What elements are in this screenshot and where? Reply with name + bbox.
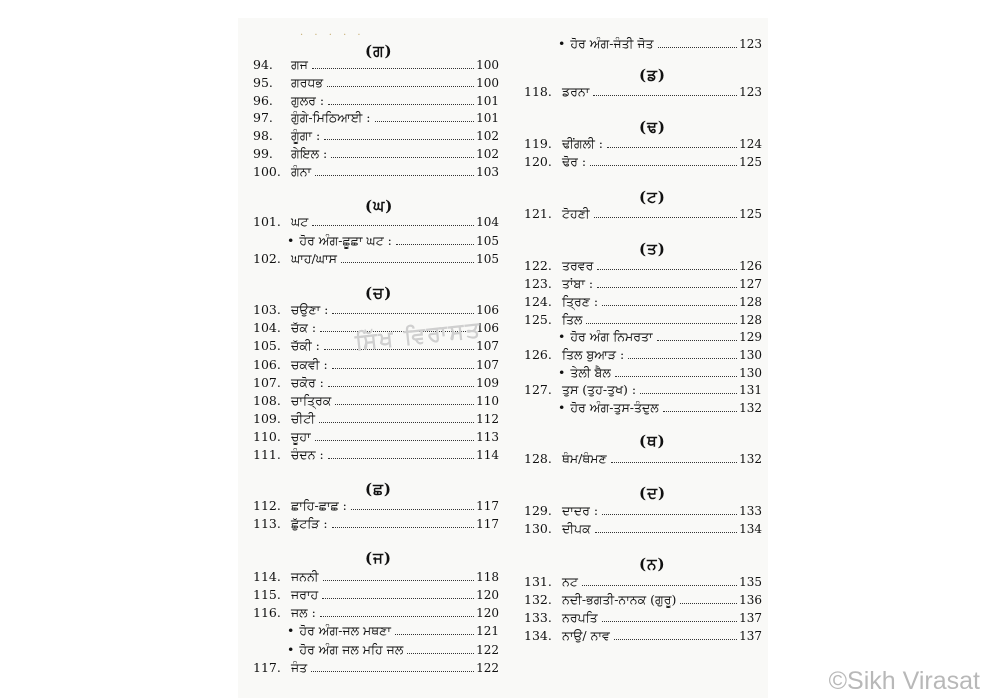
toc-subentry xyxy=(524,326,762,344)
entry-title: ਹੋਰ ਅੰਗ ਨਿਮਰਤਾ xyxy=(570,329,653,344)
toc-entry xyxy=(253,125,499,143)
dot-leader xyxy=(663,411,737,412)
section-heading: (ਗ) xyxy=(365,42,393,60)
entry-number: 113. xyxy=(253,516,281,531)
dot-leader xyxy=(680,603,737,604)
entry-title: ਗੇਇਲ : xyxy=(291,146,328,161)
toc-subentry xyxy=(524,397,762,415)
entry-title: ਗੰਨਾ xyxy=(291,164,312,179)
dot-leader xyxy=(602,621,737,622)
entry-number: 115. xyxy=(253,587,281,602)
dot-leader xyxy=(640,393,737,394)
section-heading: (ਘ) xyxy=(365,197,394,215)
entry-title: ਤ੍ਰਿਣ : xyxy=(562,294,599,309)
entry-number: 123. xyxy=(524,276,552,291)
entry-title: ਗੁੰਗੇ-ਮਿਠਿਆਈ : xyxy=(291,110,371,125)
entry-number: 114. xyxy=(253,569,281,584)
toc-entry xyxy=(524,500,762,518)
dot-leader xyxy=(407,653,474,654)
entry-title: ਚੀਟੀ xyxy=(291,411,315,426)
toc-entry xyxy=(253,354,499,372)
dot-leader xyxy=(611,462,737,463)
toc-entry xyxy=(253,372,499,390)
page-number: 117 xyxy=(476,517,499,531)
entry-title: ਛਾਹਿ-ਛਾਛ : xyxy=(291,498,347,513)
entry-title: ਡਰਨਾ xyxy=(562,84,590,99)
page-number: 102 xyxy=(476,129,499,143)
toc-entry xyxy=(253,657,499,675)
dot-leader xyxy=(602,305,737,306)
entry-title: ਹੋਰ ਅੰਗ-ਛੂਛਾ ਘਟ : xyxy=(299,233,392,248)
entry-number: 107. xyxy=(253,375,281,390)
toc-entry xyxy=(524,589,762,607)
page-number: 127 xyxy=(739,277,762,291)
entry-title: ਜਨਨੀ xyxy=(291,569,319,584)
toc-entry xyxy=(524,273,762,291)
entry-number: 104. xyxy=(253,320,281,335)
bullet-icon: • xyxy=(287,623,295,638)
toc-entry xyxy=(524,571,762,589)
toc-subentry xyxy=(253,620,499,638)
dot-leader xyxy=(615,376,737,377)
entry-title: ਤਿਲ xyxy=(562,312,583,327)
toc-entry xyxy=(524,625,762,643)
dot-leader xyxy=(332,368,474,369)
page-number: 132 xyxy=(739,452,762,466)
toc-entry xyxy=(524,291,762,309)
dot-leader xyxy=(628,358,737,359)
bullet-icon: • xyxy=(558,329,566,344)
dot-leader xyxy=(593,95,737,96)
bullet-icon: • xyxy=(558,400,566,415)
page-number: 106 xyxy=(476,303,499,317)
entry-number: 109. xyxy=(253,411,281,426)
dot-leader xyxy=(595,532,737,533)
dot-leader xyxy=(602,514,737,515)
section-heading: (ਦ) xyxy=(639,484,667,502)
dot-leader xyxy=(312,225,474,226)
entry-number: 95. xyxy=(253,75,273,90)
page-number: 103 xyxy=(476,165,499,179)
entry-title: ਹੋਰ ਅੰਗ-ਜੰਤੀ ਜੋਤ xyxy=(570,36,654,51)
entry-title: ਚੱਕੀ : xyxy=(291,338,320,353)
toc-entry xyxy=(524,133,762,151)
page-number: 129 xyxy=(739,330,762,344)
entry-number: 103. xyxy=(253,302,281,317)
toc-entry xyxy=(253,72,499,90)
page-number: 122 xyxy=(476,643,499,657)
toc-entry xyxy=(524,309,762,327)
toc-entry xyxy=(253,444,499,462)
entry-title: ਚਕਵੀ : xyxy=(291,357,328,372)
dot-leader xyxy=(332,527,475,528)
page-number: 137 xyxy=(739,629,762,643)
toc-entry xyxy=(253,248,499,266)
toc-subentry xyxy=(253,639,499,657)
entry-number: 99. xyxy=(253,146,273,161)
entry-title: ਨਾਉ/ ਨਾਵ xyxy=(562,628,610,643)
page-number: 128 xyxy=(739,295,762,309)
toc-entry xyxy=(253,426,499,444)
entry-title: ਗੂੰਗਾ : xyxy=(291,128,321,143)
dot-leader xyxy=(597,287,737,288)
dot-leader xyxy=(607,147,737,148)
entry-number: 98. xyxy=(253,128,273,143)
toc-entry xyxy=(524,379,762,397)
page-number: 137 xyxy=(739,611,762,625)
page-number: 123 xyxy=(739,85,762,99)
section-heading: (ਜ) xyxy=(365,549,392,567)
entry-title: ਗਰਧਭ xyxy=(291,75,323,90)
entry-title: ਤਰਵਰ xyxy=(562,258,594,273)
entry-number: 96. xyxy=(253,93,273,108)
entry-number: 105. xyxy=(253,338,281,353)
page-number: 125 xyxy=(739,155,762,169)
dot-leader xyxy=(328,104,474,105)
dot-leader xyxy=(323,580,475,581)
entry-number: 102. xyxy=(253,251,281,266)
dot-leader xyxy=(324,139,474,140)
toc-subentry xyxy=(253,230,499,248)
bullet-icon: • xyxy=(558,365,566,380)
toc-entry xyxy=(253,54,499,72)
entry-title: ਤਿਲ ਬੁਆੜ : xyxy=(562,347,625,362)
section-heading: (ਚ) xyxy=(365,284,393,302)
page-number: 105 xyxy=(476,234,499,248)
page-number: 117 xyxy=(476,499,499,513)
page-number: 106 xyxy=(476,321,499,335)
entry-number: 110. xyxy=(253,429,281,444)
entry-title: ਚੂਹਾ xyxy=(291,429,311,444)
page-number: 121 xyxy=(476,624,499,638)
page-number: 107 xyxy=(476,358,499,372)
entry-number: 108. xyxy=(253,393,281,408)
page-number: 131 xyxy=(739,383,762,397)
page-number: 110 xyxy=(476,394,499,408)
entry-title: ਹੋਰ ਅੰਗ-ਜਲ ਮਥਣਾ xyxy=(299,623,391,638)
toc-entry xyxy=(524,255,762,273)
entry-number: 126. xyxy=(524,347,552,362)
dot-leader xyxy=(332,313,474,314)
entry-number: 112. xyxy=(253,498,281,513)
entry-number: 124. xyxy=(524,294,552,309)
top-ornament: · · · · · xyxy=(300,30,365,41)
entry-number: 130. xyxy=(524,521,552,536)
toc-entry xyxy=(253,390,499,408)
dot-leader xyxy=(590,165,737,166)
entry-number: 125. xyxy=(524,312,552,327)
dot-leader xyxy=(331,157,474,158)
entry-number: 111. xyxy=(253,447,281,462)
page-number: 135 xyxy=(739,575,762,589)
entry-number: 129. xyxy=(524,503,552,518)
dot-leader xyxy=(396,244,474,245)
page-number: 105 xyxy=(476,252,499,266)
toc-entry xyxy=(524,203,762,221)
entry-title: ਘਾਹ/ਘਾਸ xyxy=(291,251,337,266)
page-number: 120 xyxy=(476,588,499,602)
toc-entry xyxy=(524,607,762,625)
page-number: 130 xyxy=(739,366,762,380)
section-heading: (ਨ) xyxy=(639,555,666,573)
page-number: 113 xyxy=(476,430,499,444)
page-number: 101 xyxy=(476,111,499,125)
dot-leader xyxy=(327,86,474,87)
dot-leader xyxy=(597,269,737,270)
page-number: 133 xyxy=(739,504,762,518)
page-number: 125 xyxy=(739,207,762,221)
entry-title: ਟੋਹਣੀ xyxy=(562,206,590,221)
watermark-center: ਸਿੱਖ ਵਿਰਾਸਤ xyxy=(353,316,483,356)
dot-leader xyxy=(315,175,474,176)
dot-leader xyxy=(395,634,474,635)
page-number: 118 xyxy=(476,570,499,584)
page-number: 102 xyxy=(476,147,499,161)
toc-entry xyxy=(253,90,499,108)
entry-title: ਨਟ xyxy=(562,574,578,589)
toc-entry xyxy=(253,513,499,531)
section-heading: (ਛ) xyxy=(365,480,393,498)
page-number: 126 xyxy=(739,259,762,273)
page-number: 100 xyxy=(476,58,499,72)
entry-number: 116. xyxy=(253,605,281,620)
dot-leader xyxy=(328,386,474,387)
entry-title: ਤਾਂਬਾ : xyxy=(562,276,594,291)
page-number: 101 xyxy=(476,94,499,108)
section-heading: (ਤ) xyxy=(639,240,666,258)
dot-leader xyxy=(328,458,474,459)
toc-subentry xyxy=(524,33,762,51)
entry-number: 122. xyxy=(524,258,552,273)
page-number: 123 xyxy=(739,37,762,51)
dot-leader xyxy=(375,121,475,122)
entry-number: 131. xyxy=(524,574,552,589)
entry-title: ਤੁਸ (ਤੁਹ-ਤੁਖ) : xyxy=(562,382,637,397)
page-number: 132 xyxy=(739,401,762,415)
entry-title: ਚਾਤ੍ਰਿਕ xyxy=(291,393,332,408)
entry-title: ਘਟ xyxy=(291,214,309,229)
toc-entry xyxy=(253,211,499,229)
toc-entry xyxy=(524,344,762,362)
dot-leader xyxy=(586,323,737,324)
section-heading: (ਢ) xyxy=(639,118,666,136)
entry-number: 100. xyxy=(253,164,281,179)
toc-entry xyxy=(524,448,762,466)
entry-number: 101. xyxy=(253,214,281,229)
entry-title: ਗਜ xyxy=(291,57,308,72)
toc-entry xyxy=(524,518,762,536)
dot-leader xyxy=(341,262,474,263)
entry-number: 106. xyxy=(253,357,281,372)
dot-leader xyxy=(658,47,738,48)
entry-title: ਨਦੀ-ਭਗਤੀ-ਨਾਨਕ (ਗੁਰੂ) xyxy=(562,592,677,607)
dot-leader xyxy=(315,440,474,441)
entry-title: ਚਕੋਰ : xyxy=(291,375,324,390)
dot-leader xyxy=(657,340,738,341)
dot-leader xyxy=(614,639,737,640)
entry-title: ਦਾਦਰ : xyxy=(562,503,599,518)
page-number: 107 xyxy=(476,339,499,353)
bullet-icon: • xyxy=(558,36,566,51)
entry-number: 134. xyxy=(524,628,552,643)
entry-number: 94. xyxy=(253,57,273,72)
entry-title: ਚਉਣਾ : xyxy=(291,302,329,317)
entry-title: ਜਲ : xyxy=(291,605,316,620)
entry-number: 132. xyxy=(524,592,552,607)
entry-number: 127. xyxy=(524,382,552,397)
entry-title: ਛੁੱਟੜਿ : xyxy=(291,516,328,531)
page-number: 104 xyxy=(476,215,499,229)
toc-entry xyxy=(253,408,499,426)
entry-title: ਢੋਰ : xyxy=(562,154,587,169)
bullet-icon: • xyxy=(287,642,295,657)
toc-entry xyxy=(253,566,499,584)
entry-number: 133. xyxy=(524,610,552,625)
page-number: 109 xyxy=(476,376,499,390)
entry-number: 118. xyxy=(524,84,552,99)
page-number: 114 xyxy=(476,448,499,462)
section-heading: (ਟ) xyxy=(639,188,666,206)
entry-number: 97. xyxy=(253,110,273,125)
page-number: 120 xyxy=(476,606,499,620)
entry-title: ਜਰਾਹ xyxy=(291,587,319,602)
entry-title: ਹੋਰ ਅੰਗ-ਤੁਸ-ਤੰਦੁਲ xyxy=(570,400,659,415)
bullet-icon: • xyxy=(287,233,295,248)
entry-title: ਨਰਪਤਿ xyxy=(562,610,598,625)
entry-title: ਚੰਦਨ : xyxy=(291,447,324,462)
page-number: 128 xyxy=(739,313,762,327)
dot-leader xyxy=(311,671,474,672)
entry-title: ਜੰਤ xyxy=(291,660,308,675)
entry-title: ਚੱਕ : xyxy=(291,320,317,335)
dot-leader xyxy=(351,509,474,510)
dot-leader xyxy=(582,585,737,586)
entry-title: ਗੁਲਰ : xyxy=(291,93,325,108)
page-number: 124 xyxy=(739,137,762,151)
toc-entry xyxy=(524,151,762,169)
entry-title: ਤੇਲੀ ਬੈਲ xyxy=(570,365,611,380)
dot-leader xyxy=(594,217,738,218)
entry-number: 120. xyxy=(524,154,552,169)
dot-leader xyxy=(322,598,474,599)
watermark-corner: ©Sikh Virasat xyxy=(828,667,980,695)
page-number: 134 xyxy=(739,522,762,536)
entry-number: 117. xyxy=(253,660,281,675)
entry-number: 128. xyxy=(524,451,552,466)
page-number: 130 xyxy=(739,348,762,362)
toc-entry xyxy=(253,161,499,179)
dot-leader xyxy=(320,616,474,617)
entry-title: ਢੀਂਗਲੀ : xyxy=(562,136,604,151)
section-heading: (ਡ) xyxy=(639,66,666,84)
toc-entry xyxy=(524,81,762,99)
entry-title: ਥੰਮ/ਥੰਮਣ xyxy=(562,451,607,466)
toc-subentry xyxy=(524,362,762,380)
section-heading: (ਥ) xyxy=(639,432,666,450)
page-number: 100 xyxy=(476,76,499,90)
toc-entry xyxy=(253,495,499,513)
toc-entry xyxy=(253,107,499,125)
page-number: 122 xyxy=(476,661,499,675)
dot-leader xyxy=(312,68,474,69)
entry-number: 121. xyxy=(524,206,552,221)
toc-entry xyxy=(253,299,499,317)
entry-title: ਹੋਰ ਅੰਗ ਜਲ ਮਹਿ ਜਲ xyxy=(299,642,404,657)
toc-entry xyxy=(253,602,499,620)
entry-title: ਦੀਪਕ xyxy=(562,521,591,536)
dot-leader xyxy=(319,422,474,423)
dot-leader xyxy=(335,404,474,405)
entry-number: 119. xyxy=(524,136,552,151)
toc-entry xyxy=(253,584,499,602)
page-number: 136 xyxy=(739,593,762,607)
toc-entry xyxy=(253,143,499,161)
page-number: 112 xyxy=(476,412,499,426)
